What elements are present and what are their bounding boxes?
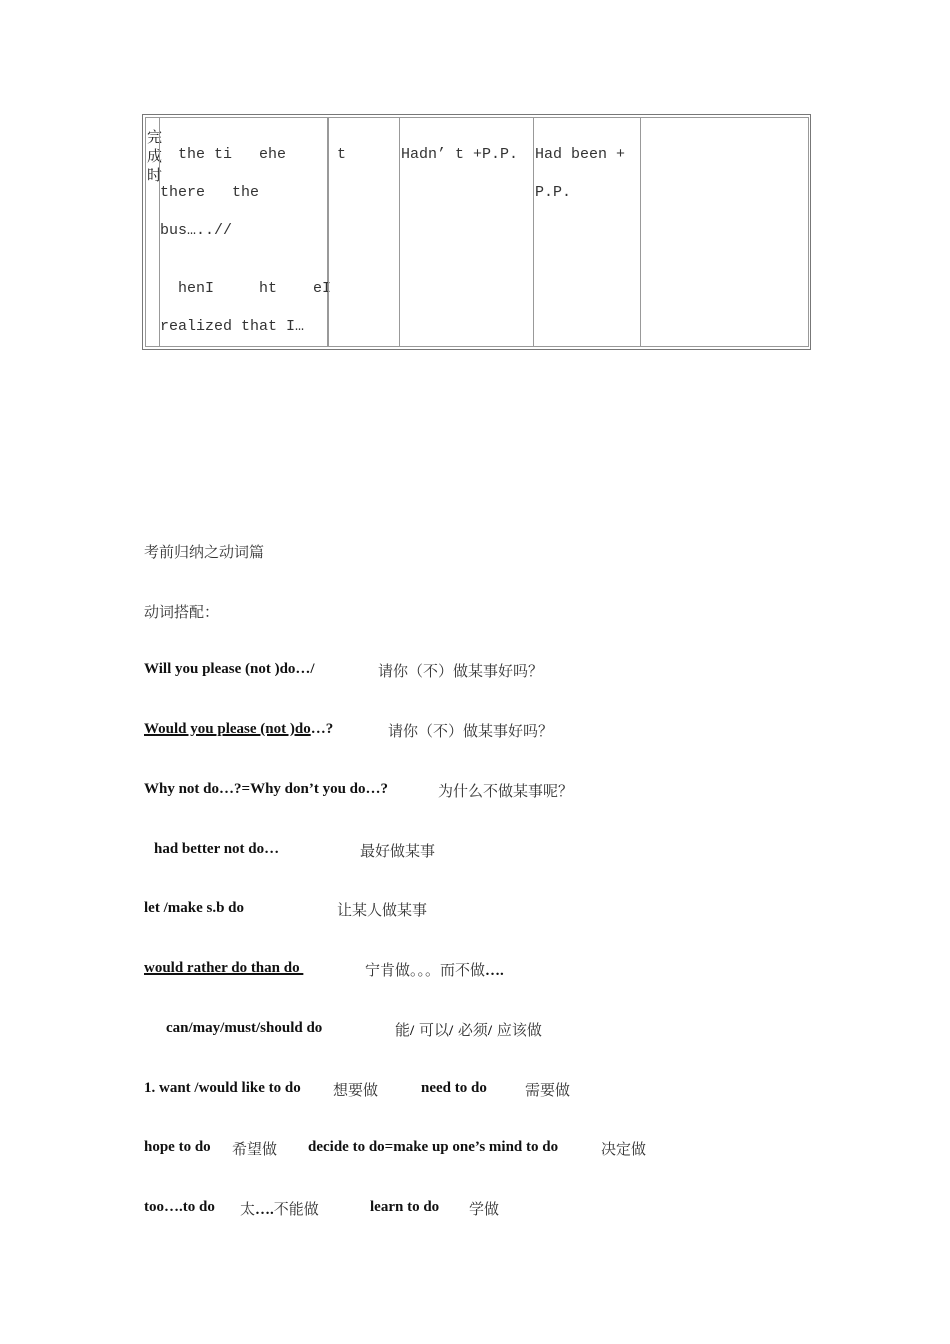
phrase-en: can/may/must/should do [166,1020,323,1036]
phrase-en: had better not do… [154,841,280,857]
example-line-3: bus…..// [160,222,233,239]
phrase-cn-tail: …. [485,963,504,979]
table-cell-negative [399,117,534,347]
cn-part: 可以 [414,1021,449,1039]
phrase-cn: 请你（不）做某事好吗？ [378,662,544,680]
phrase-en-tail: …? [310,721,334,737]
phrase-en-underlined: Would you please (not )do [144,721,311,737]
cn-slash: / [487,1023,493,1039]
phrase-cn [365,959,504,980]
example-line-1: the ti ehe [160,146,287,163]
phrase-cn [240,1198,319,1219]
passive-line-2: P.P. [535,184,572,201]
phrase-en-2: decide to do=make up one’s mind to do [308,1139,559,1155]
example-line-6: realized that I… [160,318,305,335]
phrase-en: Why not do…?=Why don’t you do…? [144,781,389,797]
phrase-en: 1. want /would like to do [144,1080,301,1096]
table-cell-passive [533,117,641,347]
cn-mid: …. [255,1202,274,1218]
tense-table [142,114,811,350]
cn-part: 不能做 [273,1200,319,1218]
phrase-cn: 希望做 [232,1140,278,1158]
cn-slash: / [448,1023,454,1039]
cn-part: 能 [395,1021,411,1039]
table-cell-tense [145,117,163,347]
phrase-en: too….to do [144,1199,215,1215]
table-cell-empty [640,117,809,347]
cn-part: 必须 [453,1021,488,1039]
section-heading: 考前归纳之动词篇 [144,543,265,561]
phrase-en: let /make s.b do [144,900,245,916]
phrase-en: would rather do than do [144,960,304,976]
phrase-cn: 想要做 [333,1081,379,1099]
negative-form: Hadn’ t +P.P. [401,146,519,163]
phrase-en-2: need to do [421,1080,487,1096]
phrase-cn-main: 宁肯做。。。而不做 [365,961,486,979]
phrase-en [144,720,333,738]
cn-part: 应该做 [492,1021,542,1039]
example-line-2: there the [160,184,260,201]
marker-text: t [337,146,347,163]
phrase-en: Will you please (not )do…/ [144,661,315,677]
phrase-en: hope to do [144,1139,211,1155]
section-subheading: 动词搭配： [144,603,220,621]
phrase-cn-2: 需要做 [525,1081,571,1099]
tense-label: 完成时 [147,128,163,184]
phrase-cn: 为什么不做某事呢？ [438,782,574,800]
phrase-cn-2: 决定做 [601,1140,647,1158]
passive-line-1: Had been + [535,146,626,163]
table-cell-marker [328,117,400,347]
phrase-cn: 让某人做某事 [337,901,428,919]
phrase-cn: 请你（不）做某事好吗？ [388,722,554,740]
cn-slash: / [410,1023,415,1039]
table-cell-example [159,117,332,347]
phrase-en-2: learn to do [370,1199,440,1215]
example-line-5: henI ht eI [160,280,332,297]
phrase-cn-2: 学做 [469,1200,500,1218]
phrase-cn [395,1019,542,1040]
phrase-cn: 最好做某事 [360,842,436,860]
cn-part: 太 [240,1200,256,1218]
